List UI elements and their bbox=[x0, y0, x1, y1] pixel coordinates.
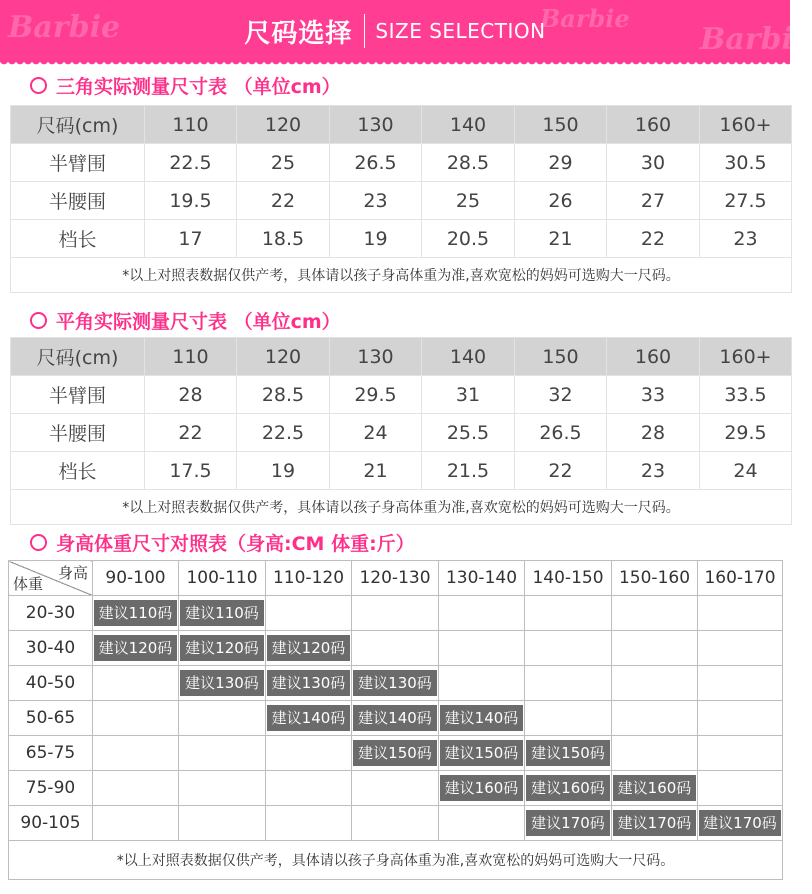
height-column-header: 100-110 bbox=[179, 561, 266, 596]
recommend-cell bbox=[525, 701, 612, 736]
size-column-header: 120 bbox=[237, 106, 330, 144]
recommend-badge: 建议140码 bbox=[353, 705, 437, 731]
recommend-cell bbox=[698, 631, 783, 666]
recommend-cell bbox=[179, 666, 266, 701]
size-column-header: 120 bbox=[237, 338, 330, 376]
recommend-cell bbox=[93, 806, 179, 841]
recommend-cell bbox=[439, 631, 525, 666]
measure-value: 22 bbox=[607, 220, 700, 258]
recommend-badge: 建议150码 bbox=[526, 740, 610, 766]
size-label-header: 尺码(cm) bbox=[11, 338, 145, 376]
measure-value: 28.5 bbox=[422, 144, 515, 182]
recommend-cell bbox=[93, 666, 179, 701]
height-weight-table bbox=[8, 560, 783, 880]
size-column-header: 160 bbox=[607, 338, 700, 376]
recommend-cell bbox=[698, 736, 783, 771]
recommend-badge: 建议170码 bbox=[526, 810, 610, 836]
measure-value: 26.5 bbox=[515, 414, 607, 452]
recommend-cell bbox=[612, 596, 698, 631]
table-row bbox=[9, 666, 783, 701]
table-row bbox=[9, 596, 783, 631]
circle-bullet-icon bbox=[30, 534, 47, 551]
recommend-cell bbox=[612, 771, 698, 806]
recommend-badge: 建议110码 bbox=[94, 600, 177, 626]
size-column-header: 160+ bbox=[700, 106, 792, 144]
recommend-cell bbox=[179, 771, 266, 806]
recommend-cell bbox=[525, 596, 612, 631]
size-column-header: 140 bbox=[422, 338, 515, 376]
measure-value: 20.5 bbox=[422, 220, 515, 258]
recommend-cell bbox=[612, 701, 698, 736]
height-column-header: 90-100 bbox=[93, 561, 179, 596]
measure-value: 28 bbox=[145, 376, 237, 414]
recommend-cell bbox=[179, 631, 266, 666]
measure-value: 22 bbox=[515, 452, 607, 490]
table-row bbox=[9, 806, 783, 841]
recommend-cell bbox=[266, 806, 352, 841]
measure-value: 28.5 bbox=[237, 376, 330, 414]
recommend-badge: 建议120码 bbox=[267, 635, 350, 661]
measure-value: 22 bbox=[237, 182, 330, 220]
recommend-badge: 建议150码 bbox=[353, 740, 437, 766]
height-column-header: 150-160 bbox=[612, 561, 698, 596]
section-title-height-weight bbox=[30, 529, 415, 556]
measure-label: 档长 bbox=[11, 452, 145, 490]
recommend-cell bbox=[352, 596, 439, 631]
recommend-cell bbox=[612, 806, 698, 841]
recommend-badge: 建议150码 bbox=[440, 740, 523, 766]
recommend-cell bbox=[698, 806, 783, 841]
corner-height-label: 身高 bbox=[57, 564, 88, 582]
table-row bbox=[11, 376, 792, 414]
triangle-size-table bbox=[10, 105, 792, 293]
measure-label: 半腰围 bbox=[11, 182, 145, 220]
weight-row-label: 50-65 bbox=[9, 701, 93, 736]
recommend-cell bbox=[439, 666, 525, 701]
table-row bbox=[11, 220, 792, 258]
weight-row-label: 20-30 bbox=[9, 596, 93, 631]
table-note-row bbox=[11, 258, 792, 293]
recommend-cell bbox=[439, 736, 525, 771]
recommend-cell bbox=[179, 806, 266, 841]
measure-value: 19 bbox=[237, 452, 330, 490]
measure-value: 22 bbox=[145, 414, 237, 452]
recommend-cell bbox=[179, 596, 266, 631]
recommend-cell bbox=[525, 736, 612, 771]
size-column-header: 150 bbox=[515, 106, 607, 144]
recommend-cell bbox=[93, 701, 179, 736]
recommend-cell bbox=[439, 806, 525, 841]
section-title-triangle bbox=[30, 72, 341, 99]
table-row bbox=[9, 631, 783, 666]
recommend-cell bbox=[525, 771, 612, 806]
measure-value: 27.5 bbox=[700, 182, 792, 220]
circle-bullet-icon bbox=[30, 312, 47, 329]
measure-label: 半臂围 bbox=[11, 376, 145, 414]
recommend-badge: 建议170码 bbox=[613, 810, 696, 836]
recommend-cell bbox=[266, 666, 352, 701]
measure-value: 31 bbox=[422, 376, 515, 414]
measure-value: 23 bbox=[330, 182, 422, 220]
measure-value: 19.5 bbox=[145, 182, 237, 220]
measure-value: 23 bbox=[607, 452, 700, 490]
brand-watermark: Barbie bbox=[540, 4, 630, 33]
corner-header bbox=[9, 561, 93, 596]
section-title-text: 身高体重尺寸对照表（身高:CM 体重:斤） bbox=[56, 533, 415, 555]
recommend-badge: 建议160码 bbox=[440, 775, 523, 801]
table-row bbox=[11, 414, 792, 452]
weight-row-label: 75-90 bbox=[9, 771, 93, 806]
recommend-badge: 建议140码 bbox=[267, 705, 350, 731]
recommend-badge: 建议130码 bbox=[353, 670, 437, 696]
measure-label: 档长 bbox=[11, 220, 145, 258]
circle-bullet-icon bbox=[30, 77, 47, 94]
recommend-cell bbox=[352, 771, 439, 806]
measure-label: 半臂围 bbox=[11, 144, 145, 182]
measure-value: 28 bbox=[607, 414, 700, 452]
recommend-cell bbox=[698, 596, 783, 631]
recommend-badge: 建议170码 bbox=[699, 810, 781, 836]
recommend-cell bbox=[93, 596, 179, 631]
table-note-row bbox=[9, 841, 783, 880]
measure-value: 17 bbox=[145, 220, 237, 258]
measure-value: 23 bbox=[700, 220, 792, 258]
measure-value: 32 bbox=[515, 376, 607, 414]
corner-weight-label: 体重 bbox=[13, 575, 44, 593]
weight-row-label: 30-40 bbox=[9, 631, 93, 666]
recommend-cell bbox=[612, 631, 698, 666]
measure-value: 29.5 bbox=[700, 414, 792, 452]
size-column-header: 160 bbox=[607, 106, 700, 144]
measure-value: 21.5 bbox=[422, 452, 515, 490]
measure-value: 30 bbox=[607, 144, 700, 182]
size-column-header: 110 bbox=[145, 338, 237, 376]
height-column-header: 130-140 bbox=[439, 561, 525, 596]
recommend-badge: 建议110码 bbox=[180, 600, 264, 626]
recommend-cell bbox=[439, 701, 525, 736]
weight-row-label: 40-50 bbox=[9, 666, 93, 701]
recommend-cell bbox=[525, 806, 612, 841]
measure-value: 29 bbox=[515, 144, 607, 182]
height-column-header: 140-150 bbox=[525, 561, 612, 596]
height-column-header: 110-120 bbox=[266, 561, 352, 596]
measure-value: 24 bbox=[700, 452, 792, 490]
section-title-text: 平角实际测量尺寸表 （单位cm） bbox=[56, 311, 341, 333]
recommend-cell bbox=[698, 701, 783, 736]
boxer-size-table bbox=[10, 337, 792, 525]
recommend-badge: 建议160码 bbox=[526, 775, 610, 801]
recommend-cell bbox=[352, 736, 439, 771]
table-header-row bbox=[11, 106, 792, 144]
height-column-header: 120-130 bbox=[352, 561, 439, 596]
measure-value: 30.5 bbox=[700, 144, 792, 182]
lace-trim bbox=[0, 60, 790, 68]
banner-title bbox=[0, 0, 790, 62]
recommend-cell bbox=[698, 666, 783, 701]
recommend-cell bbox=[266, 631, 352, 666]
measure-value: 22.5 bbox=[237, 414, 330, 452]
recommend-badge: 建议120码 bbox=[94, 635, 177, 661]
size-column-header: 110 bbox=[145, 106, 237, 144]
recommend-cell bbox=[352, 666, 439, 701]
measure-label: 半腰围 bbox=[11, 414, 145, 452]
measure-value: 33 bbox=[607, 376, 700, 414]
table-note: *以上对照表数据仅供产考，具体请以孩子身高体重为准,喜欢宽松的妈妈可选购大一尺码。 bbox=[11, 258, 792, 293]
brand-watermark: Barbie bbox=[700, 22, 812, 57]
measure-value: 24 bbox=[330, 414, 422, 452]
recommend-badge: 建议160码 bbox=[613, 775, 696, 801]
recommend-cell bbox=[266, 701, 352, 736]
recommend-cell bbox=[266, 596, 352, 631]
weight-row-label: 90-105 bbox=[9, 806, 93, 841]
recommend-cell bbox=[179, 701, 266, 736]
size-label-header: 尺码(cm) bbox=[11, 106, 145, 144]
measure-value: 33.5 bbox=[700, 376, 792, 414]
weight-row-label: 65-75 bbox=[9, 736, 93, 771]
measure-value: 26.5 bbox=[330, 144, 422, 182]
size-column-header: 130 bbox=[330, 106, 422, 144]
table-row bbox=[9, 701, 783, 736]
recommend-badge: 建议120码 bbox=[180, 635, 264, 661]
table-row bbox=[11, 452, 792, 490]
table-row bbox=[11, 144, 792, 182]
measure-value: 21 bbox=[515, 220, 607, 258]
recommend-cell bbox=[525, 631, 612, 666]
table-note: *以上对照表数据仅供产考，具体请以孩子身高体重为准,喜欢宽松的妈妈可选购大一尺码。 bbox=[9, 841, 783, 880]
measure-value: 25 bbox=[422, 182, 515, 220]
size-column-header: 160+ bbox=[700, 338, 792, 376]
recommend-cell bbox=[179, 736, 266, 771]
recommend-cell bbox=[352, 701, 439, 736]
recommend-cell bbox=[612, 736, 698, 771]
table-note: *以上对照表数据仅供产考，具体请以孩子身高体重为准,喜欢宽松的妈妈可选购大一尺码。 bbox=[11, 490, 792, 525]
measure-value: 17.5 bbox=[145, 452, 237, 490]
measure-value: 25.5 bbox=[422, 414, 515, 452]
measure-value: 18.5 bbox=[237, 220, 330, 258]
recommend-cell bbox=[612, 666, 698, 701]
recommend-cell bbox=[266, 771, 352, 806]
measure-value: 21 bbox=[330, 452, 422, 490]
table-note-row bbox=[11, 490, 792, 525]
recommend-cell bbox=[352, 631, 439, 666]
table-row bbox=[11, 182, 792, 220]
size-column-header: 140 bbox=[422, 106, 515, 144]
recommend-cell bbox=[352, 806, 439, 841]
recommend-cell bbox=[439, 771, 525, 806]
title-en: SIZE SELECTION bbox=[375, 19, 546, 43]
section-title-text: 三角实际测量尺寸表 （单位cm） bbox=[56, 76, 341, 98]
section-title-boxer bbox=[30, 307, 341, 334]
table-header-row bbox=[9, 561, 783, 596]
table-row bbox=[9, 771, 783, 806]
size-column-header: 150 bbox=[515, 338, 607, 376]
header-banner bbox=[0, 0, 812, 62]
recommend-badge: 建议140码 bbox=[440, 705, 523, 731]
recommend-badge: 建议130码 bbox=[267, 670, 350, 696]
title-divider bbox=[364, 14, 365, 48]
recommend-cell bbox=[266, 736, 352, 771]
table-row bbox=[9, 736, 783, 771]
brand-watermark: Barbie bbox=[8, 10, 121, 45]
recommend-cell bbox=[525, 666, 612, 701]
measure-value: 25 bbox=[237, 144, 330, 182]
measure-value: 19 bbox=[330, 220, 422, 258]
recommend-badge: 建议130码 bbox=[180, 670, 264, 696]
table-header-row bbox=[11, 338, 792, 376]
recommend-cell bbox=[93, 771, 179, 806]
measure-value: 27 bbox=[607, 182, 700, 220]
size-column-header: 130 bbox=[330, 338, 422, 376]
measure-value: 26 bbox=[515, 182, 607, 220]
title-zh: 尺码选择 bbox=[244, 18, 353, 49]
recommend-cell bbox=[93, 736, 179, 771]
measure-value: 22.5 bbox=[145, 144, 237, 182]
measure-value: 29.5 bbox=[330, 376, 422, 414]
height-column-header: 160-170 bbox=[698, 561, 783, 596]
recommend-cell bbox=[439, 596, 525, 631]
recommend-cell bbox=[93, 631, 179, 666]
recommend-cell bbox=[698, 771, 783, 806]
